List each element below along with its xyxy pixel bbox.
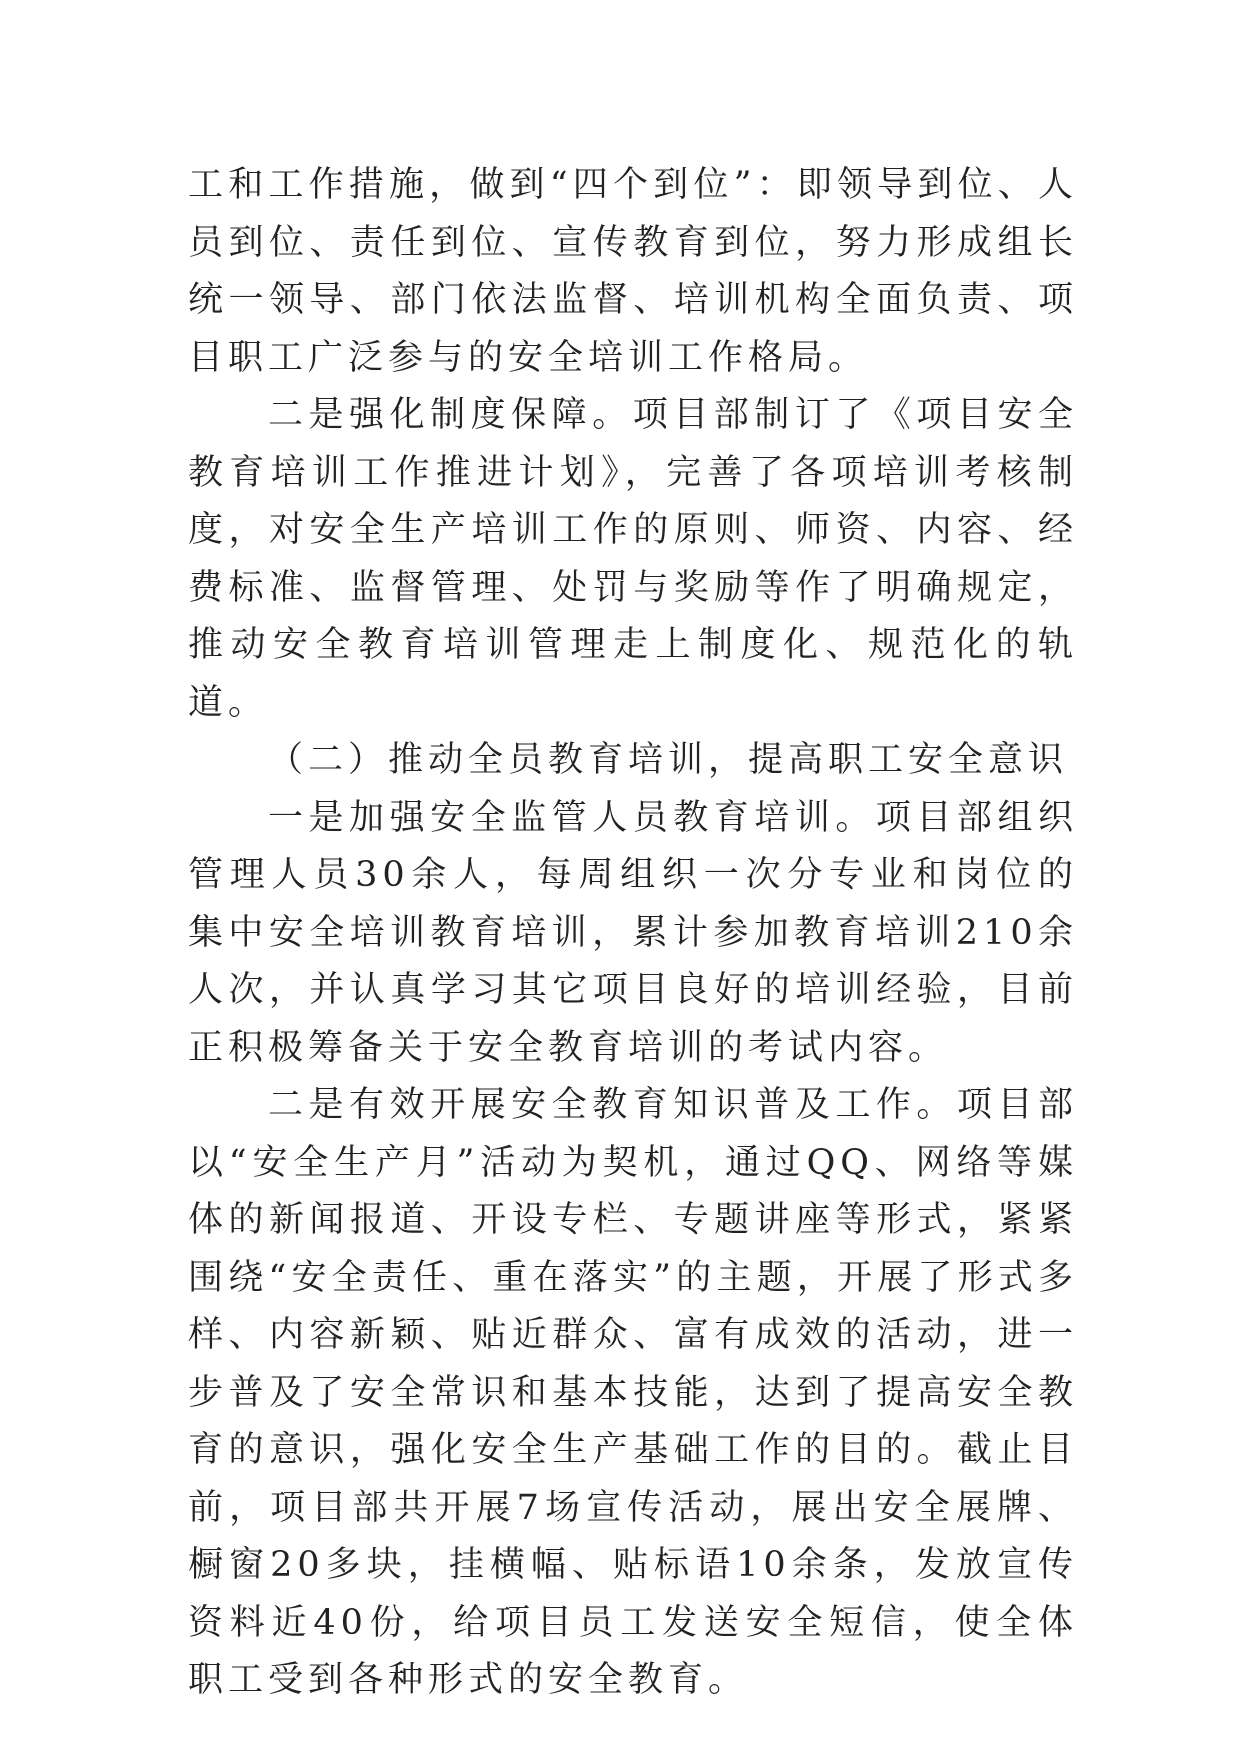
paragraph-system-guarantee: 二是强化制度保障。项目部制订了《项目安全教育培训工作推进计划》，完善了各项培训考核制度，对安全生产培训工作的原则、师资、内容、经费标准、监督管理、处罚与奖励等作了明确规定，推动安全教育培训管理走上制度化、规范化的轨道。 [188,395,1078,723]
paragraph-supervisor-training: 一是加强安全监管人员教育培训。项目部组织管理人员30余人，每周组织一次分专业和岗位的集中安全培训教育培训，累计参加教育培训210余人次，并认真学习其它项目良好的培训经验，目前正积极筹备关于安全教育培训的考试内容。 [188,797,1078,1068]
section-heading-training: （二）推动全员教育培训，提高职工安全意识 [268,740,1069,780]
paragraph-continuation: 工和工作措施，做到“四个到位”：即领导到位、人员到位、责任到位、宣传教育到位，努力形成组长统一领导、部门依法监督、培训机构全面负责、项目职工广泛参与的安全培训工作格局。 [188,165,1078,378]
document-body [188,157,1078,1710]
paragraph-knowledge-popularization: 二是有效开展安全教育知识普及工作。项目部以“安全生产月”活动为契机，通过QQ、网络等媒体的新闻报道、开设专栏、专题讲座等形式，紧紧围绕“安全责任、重在落实”的主题，开展了形式多样、内容新颖、贴近群众、富有成效的活动，进一步普及了安全常识和基本技能，达到了提高安全教育的意识，强化安全生产基础工作的目的。截止目前，项目部共开展7场宣传活动，展出安全展牌、橱窗20多块，挂横幅、贴标语10余条，发放宣传资料近40份，给项目员工发送安全短信，使全体职工受到各种形式的安全教育。 [188,1085,1078,1700]
